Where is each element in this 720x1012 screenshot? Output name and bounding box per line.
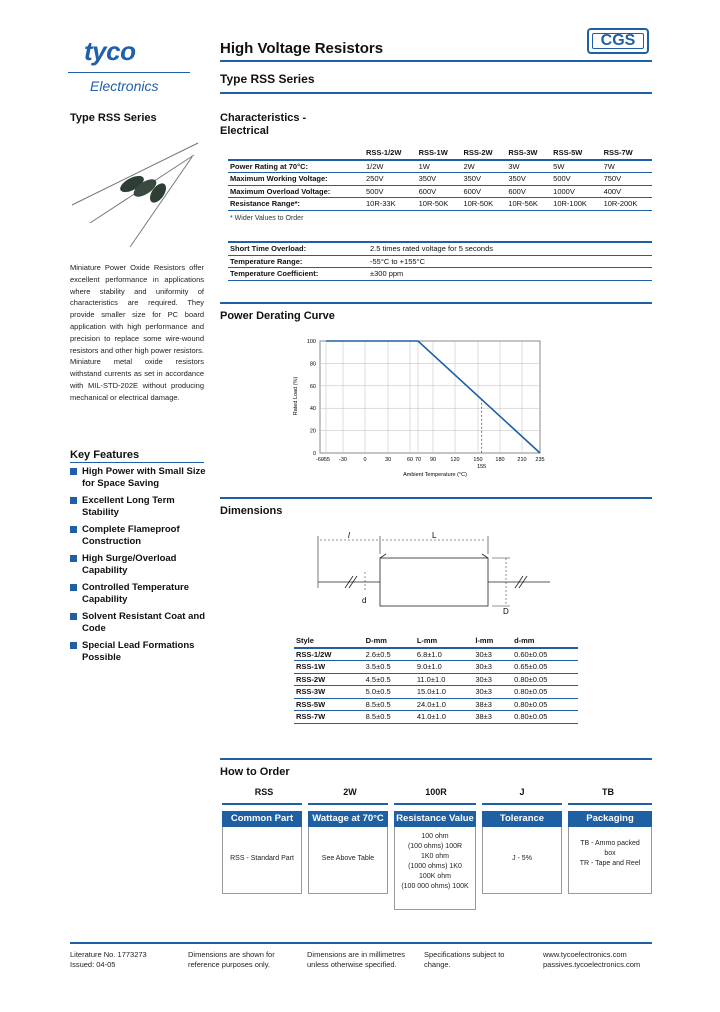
dimensions-table: Style D-mm L-mm l-mm d-mm RSS-1/2W 2.6±0.5 6.8±1.0 30±3 0.60±0.05 RSS-1W 3.5±0.5 9.0±1.0 30±3 0.65±0.05 RSS-2W 4.5±0.5 11.0±1.0 30±3 0.80±0.05 RSS-3W 5.0±0.5 15.0±1.0 30±3 0.80±0.05 RSS-5W 8.5±0.5 24.0±1.0 38±3 0.80±0.05 RSS-7W 8.5±0.5 41.0±1.0 38±3 0.80±0.05: [294, 635, 578, 724]
table-row: Power Rating at 70°C: 1/2W 1W 2W 3W 5W 7W: [228, 160, 652, 173]
chart-grid: [320, 341, 540, 453]
key-features-list: [70, 466, 210, 669]
key-feature-item: High Surge/Overload Capability: [70, 553, 210, 577]
y-tick-label: 0: [312, 451, 316, 457]
title-divider: [220, 60, 652, 62]
x-tick-label: 60: [406, 457, 414, 463]
order-desc-text: J - 5%: [512, 855, 532, 862]
x-tick-label: 30: [384, 457, 392, 463]
col-header: RSS-3W: [508, 148, 538, 158]
order-label-wattage: Wattage at 70°C: [308, 811, 388, 827]
order-rule: [308, 803, 388, 805]
order-label-resistance: Resistance Value: [394, 811, 476, 827]
order-desc-text: 100 ohm: [421, 833, 449, 840]
lead-length-label: l: [348, 531, 350, 540]
order-desc-text: 100K ohm: [419, 873, 451, 880]
footer-divider: [70, 942, 652, 944]
x-tick-label: 235: [535, 457, 545, 463]
col-header: RSS-1W: [418, 148, 448, 158]
subtitle-divider: [220, 92, 652, 94]
characteristics-subheading: Electrical: [220, 125, 269, 137]
x-tick-label: 120: [450, 457, 460, 463]
x-tick-label: 180: [495, 457, 505, 463]
table-row: Maximum Overload Voltage: 500V 600V 600V 600V 1000V 400V: [228, 185, 652, 198]
order-value-resistance: 100R: [425, 787, 447, 797]
sidebar-heading: Type RSS Series: [70, 112, 157, 124]
page-title: High Voltage Resistors: [220, 40, 384, 57]
order-desc-text: TR - Tape and Reel: [579, 860, 641, 867]
x-tick-label: 0: [363, 457, 367, 463]
order-desc-box: [394, 827, 476, 910]
order-desc-text: (100 000 ohms) 100K: [401, 883, 469, 890]
x-axis-label: Ambient Temperature (°C): [403, 472, 467, 478]
col-header: [228, 147, 364, 160]
x-tick-label: 70: [414, 457, 422, 463]
key-features-divider: [70, 462, 204, 463]
col-header: RSS-5W: [553, 148, 583, 158]
footer-website[interactable]: www.tycoelectronics.com passives.tycoelectronics.com: [543, 950, 641, 969]
order-rule: [568, 803, 652, 805]
order-value-part: RSS: [254, 787, 274, 797]
order-desc-box: [222, 827, 302, 894]
y-tick-label: 40: [309, 406, 316, 413]
key-feature-item: Complete Flameproof Construction: [70, 524, 210, 548]
characteristics-heading: Characteristics -: [220, 112, 307, 124]
x-tick-label: 150: [473, 457, 483, 463]
x-tick-label: 90: [429, 457, 437, 463]
order-desc-box: [568, 827, 652, 894]
table-row: Maximum Working Voltage: 250V 350V 350V 350V 500V 750V: [228, 173, 652, 186]
order-rule: [222, 803, 302, 805]
tyco-logo: tyco: [84, 36, 136, 66]
table-row: Temperature Coefficient: ±300 ppm: [228, 268, 652, 281]
dimensions-heading: Dimensions: [220, 505, 283, 517]
col-header: RSS-7W: [603, 148, 633, 158]
cgs-logo: CGS: [587, 28, 649, 54]
table-row: RSS-1W 3.5±0.5 9.0±1.0 30±3 0.65±0.05: [294, 661, 578, 674]
order-label-common-part: Common Part: [222, 811, 302, 827]
table-row: RSS-3W 5.0±0.5 15.0±1.0 30±3 0.80±0.05: [294, 686, 578, 699]
x-tick-label: -30: [339, 457, 347, 463]
col-header: RSS-1/2W: [366, 148, 402, 158]
order-rule: [482, 803, 562, 805]
table-row: RSS-5W 8.5±0.5 24.0±1.0 38±3 0.80±0.05: [294, 698, 578, 711]
key-features-heading: Key Features: [70, 449, 140, 461]
key-feature-item: Excellent Long Term Stability: [70, 495, 210, 519]
order-desc-box: [482, 827, 562, 894]
table-row: Resistance Range*: 10R-33K 10R-50K 10R-50K 10R-56K 10R-100K 10R-200K: [228, 198, 652, 211]
order-desc-text: (100 ohms) 100R: [407, 843, 463, 850]
order-desc-text: 1K0 ohm: [420, 853, 450, 860]
logo-divider: [68, 72, 190, 73]
x-tick-label: -60: [316, 457, 324, 463]
chart-ticks: [307, 339, 545, 470]
order-desc-box: [308, 827, 388, 894]
table-row: RSS-7W 8.5±0.5 41.0±1.0 38±3 0.80±0.05: [294, 711, 578, 724]
resistor-product-image: [70, 135, 200, 250]
table-row: Temperature Range: -55°C to +155°C: [228, 255, 652, 268]
footer-units-note: Dimensions are in millimetres unless otherwise specified.: [307, 950, 405, 969]
key-feature-item: Solvent Resistant Coat and Code: [70, 611, 210, 635]
order-label-tolerance: Tolerance: [482, 811, 562, 827]
electronics-logo-text: Electronics: [90, 78, 159, 94]
order-label-packaging: Packaging: [568, 811, 652, 827]
key-feature-item: High Power with Small Size for Space Saving: [70, 466, 210, 490]
plot-frame: [320, 341, 540, 453]
table-row: RSS-1/2W 2.6±0.5 6.8±1.0 30±3 0.60±0.05: [294, 648, 578, 661]
body-diameter-label: D: [503, 607, 509, 616]
derating-divider: [220, 302, 652, 304]
x-tick-label: -55: [322, 457, 330, 463]
footer-spec-note: Specifications subject to change.: [424, 950, 505, 969]
y-axis-label: Rated Load (%): [293, 376, 299, 416]
body-length-label: L: [432, 531, 437, 540]
lead-diameter-label: d: [362, 596, 367, 605]
derating-chart: [290, 332, 560, 480]
table-row: Short Time Overload: 2.5 times rated voltage for 5 seconds: [228, 242, 652, 255]
col-header: RSS-2W: [463, 148, 493, 158]
order-desc-text: (1000 ohms) 1K0: [408, 863, 462, 870]
characteristics-table-2: [228, 241, 652, 281]
y-tick-label: 80: [309, 361, 316, 368]
page-subtitle: Type RSS Series: [220, 72, 315, 86]
order-desc-text: See Above Table: [321, 855, 375, 862]
y-tick-label: 60: [309, 383, 316, 390]
dimension-drawing: [310, 528, 560, 620]
y-tick-label: 20: [309, 428, 316, 435]
order-value-packaging: TB: [602, 787, 614, 797]
order-heading: How to Order: [220, 766, 290, 778]
x-tick-label: 210: [517, 457, 527, 463]
characteristics-table: [228, 147, 652, 211]
order-value-wattage: 2W: [343, 787, 357, 797]
key-feature-item: Controlled Temperature Capability: [70, 582, 210, 606]
order-desc-text: TB - Ammo packed box: [580, 840, 640, 857]
order-value-tolerance: J: [519, 787, 525, 797]
order-rule: [394, 803, 476, 805]
table-row: RSS-2W 4.5±0.5 11.0±1.0 30±3 0.80±0.05: [294, 673, 578, 686]
order-desc-text: RSS - Standard Part: [230, 855, 294, 862]
key-feature-item: Special Lead Formations Possible: [70, 640, 210, 664]
derating-heading: Power Derating Curve: [220, 310, 335, 322]
footer-reference-note: Dimensions are shown for reference purposes only.: [188, 950, 275, 969]
footer-literature: Literature No. 1773273 Issued: 04-05: [70, 950, 147, 969]
product-description: Miniature Power Oxide Resistors offer excellent performance in applications where stability and uniformity of characteristics are required. They provide smaller size for PC board application with high performance and precision to replace some wire-wound resistors and other high power resistors. Miniature metal oxide resistors withstand currents as set in accordance with MIL-STD-202E without producing mechanical or electrical damage.: [70, 263, 204, 402]
y-tick-label: 100: [306, 339, 316, 345]
order-divider: [220, 758, 652, 760]
resistance-footnote: * Wider Values to Order: [230, 215, 304, 222]
marker-155-label: 155: [477, 464, 487, 470]
dimensions-divider: [220, 497, 652, 499]
